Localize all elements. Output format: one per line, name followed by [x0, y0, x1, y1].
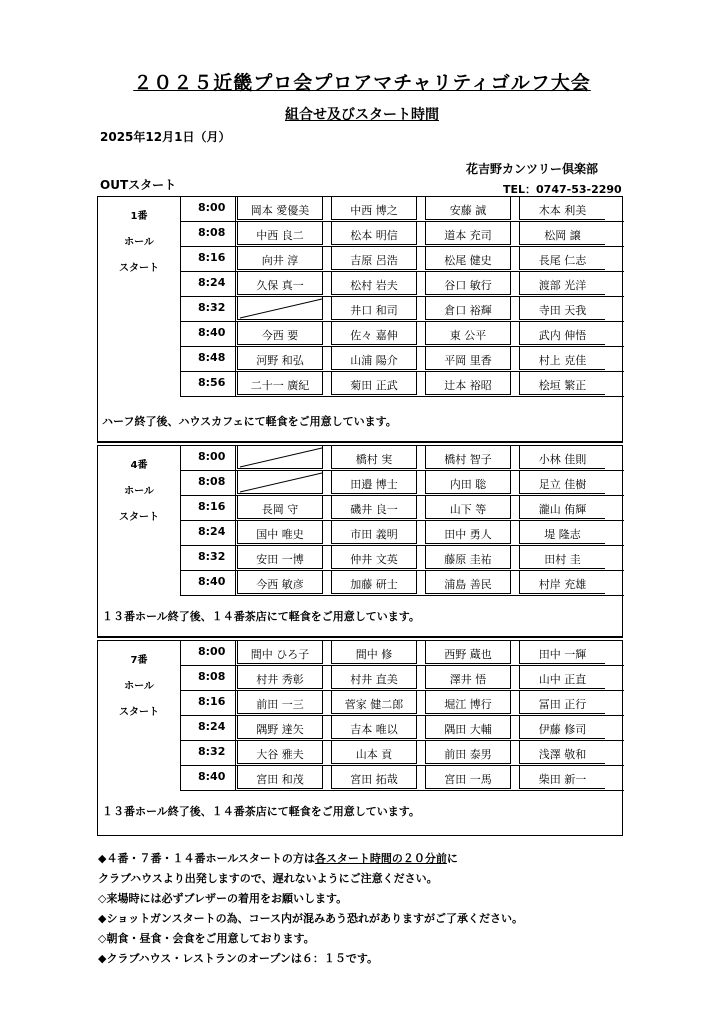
tee-time-grid	[180, 197, 624, 397]
player-name: 今西 敏彦	[237, 571, 323, 594]
tee-time: 8:16	[181, 496, 236, 520]
footer-note-1c: に	[446, 852, 458, 865]
tee-time-row	[181, 766, 624, 791]
tee-time: 8:00	[181, 446, 236, 470]
tee-time-row	[181, 446, 624, 471]
player-name: 村井 直美	[331, 666, 417, 689]
player-name: 仲井 文英	[331, 546, 417, 569]
player-name: 堤 隆志	[519, 521, 605, 544]
tee-time-row	[181, 521, 624, 546]
tee-time: 8:24	[181, 272, 236, 296]
player-name: 菊田 正武	[331, 372, 417, 395]
footer-note-6: ◆クラブハウス・レストランのオープンは６：１５です。	[98, 952, 379, 965]
player-name: 倉口 裕輝	[425, 297, 511, 320]
hole-word: ホール	[124, 681, 154, 692]
start-word: スタート	[119, 263, 159, 274]
tee-time: 8:08	[181, 666, 236, 690]
player-name: 柴田 新一	[519, 766, 605, 789]
player-name: 松岡 譲	[519, 222, 605, 245]
hole-word: ホール	[124, 486, 154, 497]
tee-time: 8:32	[181, 297, 236, 321]
player-name: 山浦 陽介	[331, 347, 417, 370]
footer-note-3: ◇来場時には必ずブレザーの着用をお願いします。	[98, 892, 348, 905]
player-name: 山中 正直	[519, 666, 605, 689]
tee-time-row	[181, 347, 624, 372]
player-name: 国中 唯史	[237, 521, 323, 544]
player-name: 宮田 一馬	[425, 766, 511, 789]
player-name: 村井 秀彰	[237, 666, 323, 689]
start-block-hole-1	[97, 196, 623, 442]
tee-time-row	[181, 471, 624, 496]
tee-time-grid	[180, 446, 624, 596]
player-name: 長尾 仁志	[519, 247, 605, 270]
tee-time: 8:40	[181, 322, 236, 346]
tee-time: 8:08	[181, 222, 236, 246]
player-name: 菅家 健二郎	[331, 691, 417, 714]
club-phone: TEL：0747-53-2290	[503, 183, 622, 196]
section-label: OUTスタート	[100, 178, 177, 192]
player-name: 間中 ひろ子	[237, 641, 323, 664]
tee-time-grid	[180, 641, 624, 791]
start-block-hole-7	[97, 640, 623, 836]
tee-time-row	[181, 546, 624, 571]
player-name: 西野 蔵也	[425, 641, 511, 664]
player-name: 辻本 裕昭	[425, 372, 511, 395]
footer-note-1	[98, 850, 458, 866]
player-name: 桧垣 繁正	[519, 372, 605, 395]
player-name: 道本 充司	[425, 222, 511, 245]
tee-time-row	[181, 641, 624, 666]
tee-time: 8:08	[181, 471, 236, 495]
tee-time: 8:00	[181, 641, 236, 665]
footer-note-5: ◇朝食・昼食・会食をご用意しております。	[98, 932, 315, 945]
player-name: 安田 一博	[237, 546, 323, 569]
player-name: 安藤 誠	[425, 197, 511, 220]
player-name: 中西 博之	[331, 197, 417, 220]
tee-time: 8:48	[181, 347, 236, 371]
block-note: １３番ホール終了後、１４番茶店にて軽食をご用意しています。	[102, 610, 420, 623]
tee-time: 8:56	[181, 372, 236, 396]
player-name: 井口 和司	[331, 297, 417, 320]
player-name: 木本 利美	[519, 197, 605, 220]
hole-word: ホール	[124, 237, 154, 248]
player-name: 松村 岩夫	[331, 272, 417, 295]
player-name: 間中 修	[331, 641, 417, 664]
player-name: 伊藤 修司	[519, 716, 605, 739]
player-name: 澤井 悟	[425, 666, 511, 689]
start-block-hole-4	[97, 445, 623, 637]
player-name: 田村 圭	[519, 546, 605, 569]
tee-time-row	[181, 571, 624, 596]
player-name: 松尾 健史	[425, 247, 511, 270]
player-name: 長岡 守	[237, 496, 323, 519]
player-name: 谷口 敏行	[425, 272, 511, 295]
tee-time-row	[181, 741, 624, 766]
player-name: 松本 明信	[331, 222, 417, 245]
player-name: 渡部 光洋	[519, 272, 605, 295]
player-name: 磯井 良一	[331, 496, 417, 519]
block-note: ハーフ終了後、ハウスカフェにて軽食をご用意しています。	[102, 415, 397, 428]
player-name: 平岡 里香	[425, 347, 511, 370]
player-name: 岡本 愛優美	[237, 197, 323, 220]
tee-time: 8:40	[181, 766, 236, 790]
page-subtitle: 組合せ及びスタート時間	[285, 107, 439, 123]
footer-note-4: ◆ショットガンスタートの為、コース内が混みあう恐れがありますがご了承ください。	[98, 912, 524, 925]
tee-time: 8:24	[181, 521, 236, 545]
tee-time-row	[181, 716, 624, 741]
footer-note-1b: 各スタート時間の２０分前	[314, 852, 447, 865]
hole-number: 7番	[130, 655, 148, 666]
empty-slot	[237, 446, 323, 469]
player-name: 寺田 天我	[519, 297, 605, 320]
player-name: 二十一 廣紀	[237, 372, 323, 395]
page-title: ２０２５近畿プロ会プロアマチャリティゴルフ大会	[133, 72, 591, 94]
start-word: スタート	[119, 707, 159, 718]
player-name: 堀江 博行	[425, 691, 511, 714]
tee-time: 8:32	[181, 546, 236, 570]
tee-time-row	[181, 272, 624, 297]
tee-time: 8:16	[181, 247, 236, 271]
player-name: 久保 真一	[237, 272, 323, 295]
tee-time: 8:40	[181, 571, 236, 595]
player-name: 足立 佳樹	[519, 471, 605, 494]
empty-slot	[237, 471, 323, 494]
tee-time-row	[181, 297, 624, 322]
empty-slot	[237, 297, 323, 320]
player-name: 浅澤 敬和	[519, 741, 605, 764]
player-name: 山下 等	[425, 496, 511, 519]
player-name: 小林 佳則	[519, 446, 605, 469]
player-name: 橋村 智子	[425, 446, 511, 469]
empty-slot-slash	[238, 471, 324, 494]
player-name: 佐々 嘉伸	[331, 322, 417, 345]
tee-time-row	[181, 666, 624, 691]
empty-slot-slash	[238, 446, 324, 469]
player-name: 浦島 善民	[425, 571, 511, 594]
tee-time: 8:32	[181, 741, 236, 765]
tee-time-row	[181, 322, 624, 347]
player-name: 宮田 拓哉	[331, 766, 417, 789]
player-name: 内田 聡	[425, 471, 511, 494]
tee-time: 8:24	[181, 716, 236, 740]
tee-time-row	[181, 496, 624, 521]
player-name: 今西 要	[237, 322, 323, 345]
player-name: 吉本 唯以	[331, 716, 417, 739]
player-name: 前田 泰男	[425, 741, 511, 764]
player-name: 武内 伸悟	[519, 322, 605, 345]
empty-slot-slash	[238, 297, 324, 320]
player-name: 田中 一輝	[519, 641, 605, 664]
footer-note-1a: ◆４番・７番・１４番ホールスタートの方は	[98, 852, 315, 865]
player-name: 隅野 達矢	[237, 716, 323, 739]
player-name: 村岸 充雄	[519, 571, 605, 594]
hole-number: 1番	[130, 211, 148, 222]
tee-time-row	[181, 247, 624, 272]
event-date: 2025年12月1日（月）	[100, 130, 231, 144]
player-name: 山本 貢	[331, 741, 417, 764]
player-name: 前田 一三	[237, 691, 323, 714]
block-note: １３番ホール終了後、１４番茶店にて軽食をご用意しています。	[102, 805, 420, 818]
player-name: 冨田 正行	[519, 691, 605, 714]
player-name: 田中 勇人	[425, 521, 511, 544]
tee-time-row	[181, 691, 624, 716]
player-name: 吉原 呂浩	[331, 247, 417, 270]
tee-time-row	[181, 197, 624, 222]
player-name: 向井 淳	[237, 247, 323, 270]
player-name: 瀧山 侑輝	[519, 496, 605, 519]
tee-time-row	[181, 222, 624, 247]
player-name: 橋村 実	[331, 446, 417, 469]
player-name: 市田 義明	[331, 521, 417, 544]
player-name: 藤原 圭祐	[425, 546, 511, 569]
player-name: 河野 和弘	[237, 347, 323, 370]
footer-note-2: クラブハウスより出発しますので、遅れないようにご注意ください。	[98, 872, 438, 885]
club-name: 花吉野カンツリー倶楽部	[466, 162, 599, 176]
start-word: スタート	[119, 512, 159, 523]
player-name: 大谷 雅夫	[237, 741, 323, 764]
player-name: 加藤 研士	[331, 571, 417, 594]
player-name: 隅田 大輔	[425, 716, 511, 739]
player-name: 村上 克佳	[519, 347, 605, 370]
player-name: 東 公平	[425, 322, 511, 345]
hole-number: 4番	[130, 460, 148, 471]
player-name: 宮田 和茂	[237, 766, 323, 789]
player-name: 中西 良二	[237, 222, 323, 245]
tee-time: 8:16	[181, 691, 236, 715]
tee-time-row	[181, 372, 624, 397]
tee-time: 8:00	[181, 197, 236, 221]
player-name: 田邉 博士	[331, 471, 417, 494]
